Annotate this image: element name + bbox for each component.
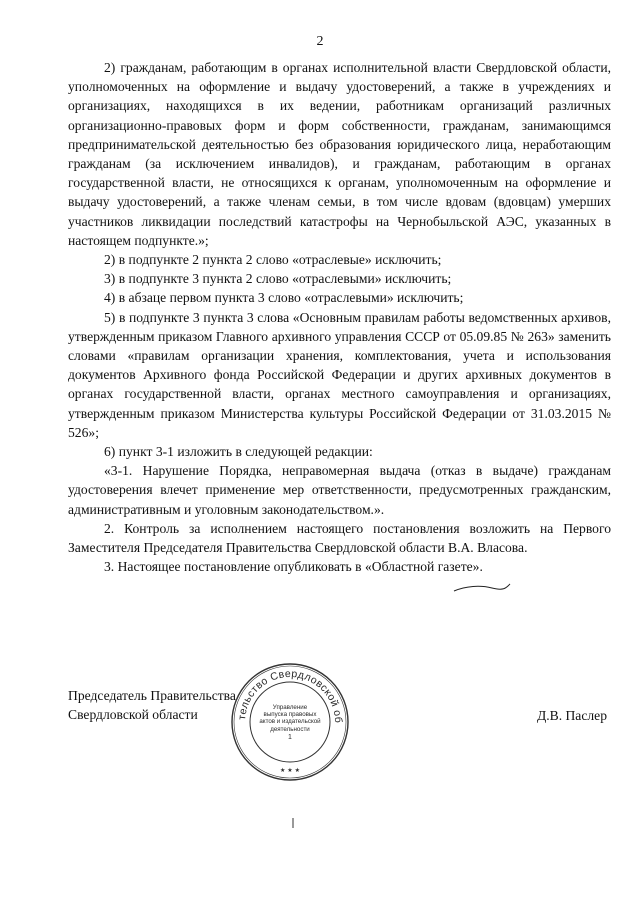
seal-line-1: Управление <box>272 704 308 711</box>
signatory-name: Д.В. Паслер <box>536 708 607 723</box>
seal-line-2: выпуска правовых <box>263 711 317 719</box>
paragraph-amend-2: 2) в подпункте 2 пункта 2 слово «отраслевые» исключить; <box>104 252 442 268</box>
pen-stroke-mark <box>452 582 512 596</box>
signatory-title-line1: Председатель Правительства <box>68 688 236 703</box>
seal-center-text <box>254 704 326 741</box>
svg-text:Правительство Свердловской обл: тельство Свердловской об <box>236 667 345 724</box>
page-number: 2 <box>316 34 324 49</box>
paragraph-subitem-2-citizens: 2) гражданам, работающим в органах исполнительной власти Свердловской области, уполномоченных на оформление и выдачу удостоверений, а также в учреждениях и организациях, находящихся в их ведении, работникам организаций различных организационно-правовых форм и форм собственности, гражданам, занимающимся предпринимательской деятельностью без образования юридического лица, неработающим гражданам (за исключением инвалидов), и гражданам, работающим в органах государственной власти, не относящихся к органам, уполномоченным на оформление и выдачу удостоверений, а также членам семьи, в том числе вдовам (вдовцам) умерших участников ликвидации последствий катастрофы на Чернобыльской АЭС, указанных в настоящем подпункте.»; <box>68 60 611 248</box>
official-seal <box>228 660 352 784</box>
seal-line-3: актов и издательской <box>259 718 321 726</box>
paragraph-amend-3: 3) в подпункте 3 пункта 2 слово «отраслевыми» исключить; <box>104 271 452 287</box>
paragraph-amend-4: 4) в абзаце первом пункта 3 слово «отраслевыми» исключить; <box>104 290 464 306</box>
seal-number: 1 <box>288 733 292 741</box>
paragraph-publish: 3. Настоящее постановление опубликовать в «Областной газете». <box>104 559 483 575</box>
stray-ink-mark <box>292 818 294 828</box>
signatory-title-line2: Свердловской области <box>68 707 198 723</box>
paragraph-clause-3-1: «3-1. Нарушение Порядка, неправомерная выдача (отказ в выдаче) гражданам удостоверения влечет применение мер ответственности, предусмотренных гражданским, административным и уголовным законодательством.». <box>68 463 611 517</box>
document-body <box>68 58 611 576</box>
paragraph-amend-5: 5) в подпункте 3 пункта 3 слова «Основным правилам работы ведомственных архивов, утвержденным приказом Главного архивного управления СССР от 05.09.85 № 263» заменить словами «правилам организации хранения, комплектования, учета и использования документов Архивного фонда Российской Федерации и других архивных документов в органах государственной власти, органах местного самоуправления и организациях, утвержденным приказом Министерства культуры Российской Федерации от 31.03.2015 № 526»; <box>68 309 611 440</box>
svg-text:★ ★ ★: ★ ★ ★ <box>280 767 300 774</box>
paragraph-amend-6: 6) пункт 3-1 изложить в следующей редакции: <box>104 444 373 460</box>
seal-line-4: деятельности <box>270 725 310 733</box>
paragraph-control: 2. Контроль за исполнением настоящего постановления возложить на Первого Заместителя Председателя Правительства Свердловской области В.А. Власова. <box>68 520 611 556</box>
